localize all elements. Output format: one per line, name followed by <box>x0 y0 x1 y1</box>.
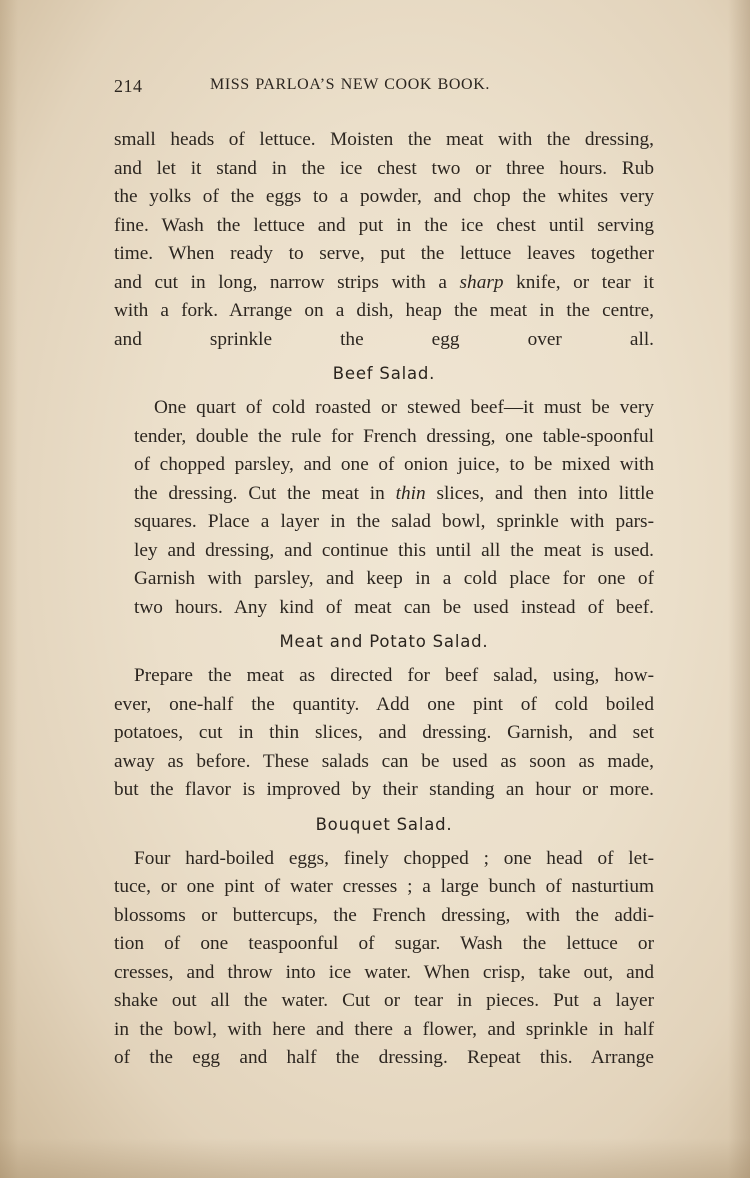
text-segment: knife, or tear it <box>503 271 655 293</box>
text-line: and let it stand in the ice chest two or three hours. Rub <box>114 157 654 179</box>
page-edge-left <box>0 0 18 1178</box>
meat-potato-salad-paragraph <box>114 662 654 805</box>
text-line: the yolks of the eggs to a powder, and chop the whites very <box>114 186 654 207</box>
italic-word: sharp <box>459 271 504 293</box>
text-line: in the bowl, with here and there a flower, and sprinkle in half <box>114 1018 654 1040</box>
text-line: squares. Place a layer in the salad bowl, sprinkle with pars- <box>134 511 654 532</box>
text-line: with a fork. Arrange on a dish, heap the meat in the centre, <box>114 300 654 321</box>
text-line: of chopped parsley, and one of onion juice, to be mixed with <box>134 454 654 475</box>
page-number: 214 <box>114 76 143 96</box>
page-header <box>114 76 654 102</box>
text-line: time. When ready to serve, put the lettuce leaves together <box>114 243 654 264</box>
page-edge-bottom <box>0 1138 750 1178</box>
beef-salad-paragraph <box>114 394 654 622</box>
text-line: and sprinkle the egg over all. <box>114 328 654 350</box>
text-line: fine. Wash the lettuce and put in the ice chest until serving <box>114 214 654 236</box>
text-line: Prepare the meat as directed for beef salad, using, how- <box>134 665 654 686</box>
text-line: cresses, and throw into ice water. When crisp, take out, and <box>114 961 654 983</box>
section-heading-meat-potato-salad: Meat and Potato Salad. <box>279 632 489 651</box>
text-line: Garnish with parsley, and keep in a cold place for one of <box>134 568 654 589</box>
text-line: ever, one-half the quantity. Add one pint of cold boiled <box>114 693 654 715</box>
text-line: tion of one teaspoonful of sugar. Wash the lettuce or <box>114 933 654 954</box>
text-line: two hours. Any kind of meat can be used instead of beef. <box>134 596 654 618</box>
text-line: blossoms or buttercups, the French dressing, with the addi- <box>114 904 654 926</box>
text-line <box>114 269 654 298</box>
page-edge-right <box>728 0 750 1178</box>
bouquet-salad-paragraph <box>114 845 654 1073</box>
text-line: away as before. These salads can be used as soon as made, <box>114 750 654 772</box>
text-line: One quart of cold roasted or stewed beef—it must be very <box>154 397 654 418</box>
text-line: but the flavor is improved by their standing an hour or more. <box>114 779 654 800</box>
intro-paragraph <box>114 126 654 354</box>
text-line: shake out all the water. Cut or tear in pieces. Put a layer <box>114 990 654 1011</box>
text-line: of the egg and half the dressing. Repeat this. Arrange <box>114 1047 654 1068</box>
text-line: tender, double the rule for French dressing, one table-spoonful <box>134 425 654 447</box>
text-line: Four hard-boiled eggs, finely chopped ; one head of let- <box>134 847 654 869</box>
text-line: small heads of lettuce. Moisten the meat with the dressing, <box>114 129 654 150</box>
text-line: ley and dressing, and continue this until all the meat is used. <box>134 539 654 561</box>
running-head: MISS PARLOA’S NEW COOK BOOK. <box>210 76 490 93</box>
text-segment: slices, and then into little <box>425 482 654 504</box>
section-heading-bouquet-salad: Bouquet Salad. <box>315 814 453 834</box>
text-segment: and cut in long, narrow strips with a <box>114 271 460 293</box>
text-segment: the dressing. Cut the meat in <box>134 482 396 504</box>
text-line <box>114 480 654 509</box>
italic-word: thin <box>395 482 426 504</box>
section-heading-beef-salad: Beef Salad. <box>332 364 436 383</box>
text-line: potatoes, cut in thin slices, and dressing. Garnish, and set <box>114 722 654 743</box>
text-line: tuce, or one pint of water cresses ; a large bunch of nasturtium <box>114 876 654 897</box>
body-text <box>114 126 654 1073</box>
